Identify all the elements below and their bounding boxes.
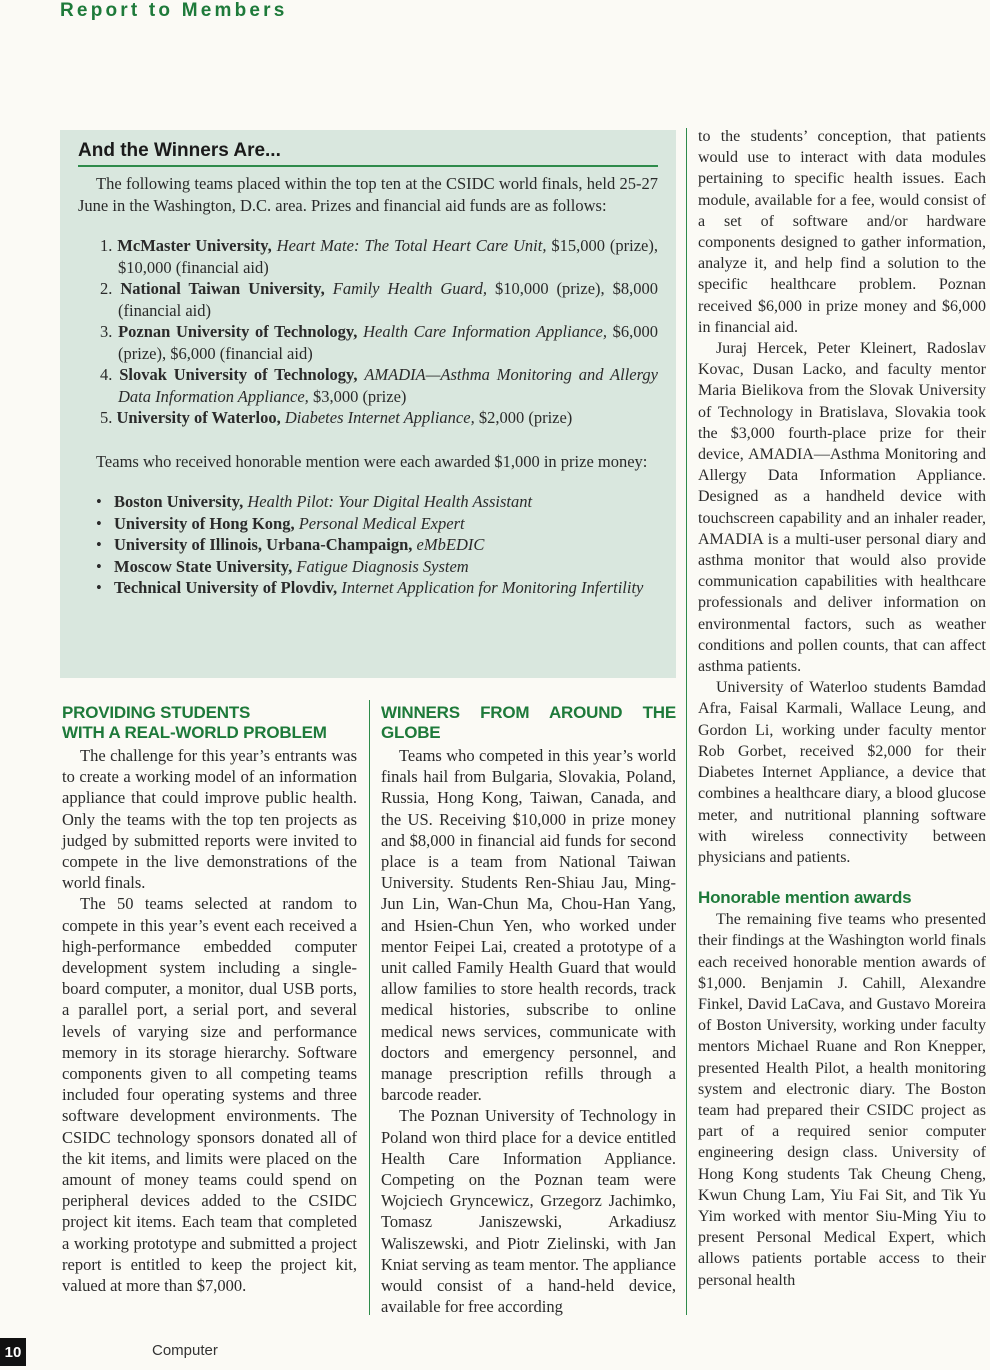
winner-item: 4. Slovak University of Technology, AMADIA—Asthma Monitoring and Allergy Data Information Appliance, $3,000 (prize) <box>100 365 659 406</box>
winners-list <box>78 235 658 429</box>
body-paragraph: The 50 teams selected at random to compete in this year’s event each received a high-performance embedded computer development system including a single-board computer, a monitor, dual USB ports, a parallel port, a serial port, and several levels of varying size and performance memory in its storage hierarchy. Software components given to all competing teams included four operating systems and three software development environments. The CSIDC technology sponsors donated all of the kit items, and limits were placed on the amount of money teams could spend on peripheral devices added to the CSIDC project kit items. Each team that completed a working prototype and submitted a project report is entitled to keep the project kit, valued at more than $7,000. <box>62 894 357 1296</box>
sidebar-intro: The following teams placed within the top ten at the CSIDC world finals, held 25-27 June in the Washington, D.C. area. Prizes and financial aid funds are as follows: <box>78 174 658 215</box>
winners-sidebar <box>60 130 676 678</box>
sidebar-title: And the Winners Are... <box>78 140 658 167</box>
winner-item: 5. University of Waterloo, Diabetes Internet Appliance, $2,000 (prize) <box>100 408 573 427</box>
magazine-name: Computer <box>152 1342 218 1359</box>
winner-item: 2. National Taiwan University, Family Health Guard, $10,000 (prize), $8,000 (financial aid) <box>100 279 658 320</box>
column-3 <box>698 126 986 1291</box>
body-paragraph: to the students’ conception, that patients would use to interact with data modules pertaining to specific health issues. Each module, available for a fee, would consist of a set of software and/or hardware components designed to gather information, analyze it, and help find a solution to the specific healthcare problem. Poznan received $6,000 in prize money and $6,000 in financial aid. <box>698 128 986 336</box>
body-paragraph: The challenge for this year’s entrants was to create a working model of an information appliance that could improve public health. Only the teams with the top ten projects as judged by submitted reports were invited to compete in the live demonstrations of the world finals. <box>62 746 357 893</box>
honorable-item: • Boston University, Health Pilot: Your Digital Health Assistant <box>78 491 658 513</box>
honorable-intro: Teams who received honorable mention were each awarded $1,000 in prize money: <box>96 451 648 471</box>
section-heading: Honorable mention awards <box>698 888 912 908</box>
body-paragraph: The Poznan University of Technology in Poland won third place for a device entitled Health Care Information Appliance. Competing on the Poznan team were Wojciech Gryncewicz, Grzegorz Jachimko, Tomasz Janiszewski, Arkadiusz Waliszewski, and Piotr Zielinski, with Jan Kniat serving as team mentor. The appliance would consist of a hand-held device, available for free according <box>381 1106 676 1317</box>
honorable-item: • Moscow State University, Fatigue Diagnosis System <box>78 556 658 578</box>
body-paragraph: Juraj Hercek, Peter Kleinert, Radoslav Kovac, Dusan Lacko, and faculty mentor Maria Bielikova from the Slovak University of Technology in Bratislava, Slovakia took the $3,000 fourth-place prize for their device, AMADIA—Asthma Monitoring and Allergy Data Information Appliance. Designed as a handheld device with touchscreen capability and an inhaler reader, AMADIA is a multi-user personal diary and asthma monitor that would also provide communication capabilities with healthcare professionals and deliver information on environmental factors, such as weather conditions and pollen counts, that can affect asthma patients. <box>698 340 986 676</box>
column-divider <box>686 128 687 1315</box>
honorable-item: • Technical University of Plovdiv, Internet Application for Monitoring Infertility <box>78 577 658 599</box>
column-divider <box>369 700 370 1315</box>
column-2 <box>381 703 676 1317</box>
section-heading: PROVIDING STUDENTS <box>62 703 251 722</box>
winner-item: 3. Poznan University of Technology, Health Care Information Appliance, $6,000 (prize), $6,000 (financial aid) <box>100 322 659 363</box>
honorable-item: • University of Hong Kong, Personal Medical Expert <box>78 513 658 535</box>
section-heading: WITH A REAL-WORLD PROBLEM <box>62 723 327 742</box>
page-number: 10 <box>0 1338 26 1366</box>
section-heading: WINNERS FROM AROUND THE GLOBE <box>381 703 676 742</box>
body-paragraph: The remaining five teams who presented their findings at the Washington world finals each received honorable mention awards of $1,000. Benjamin J. Cahill, Alexandre Finkel, David LaCava, and Gustavo Moreira of Boston University, working under faculty mentors Michael Ruane and Ron Knepper, presented Health Pilot, a health monitoring system and electronic diary. The Boston team had prepared their CSIDC project as part of a required senior computer engineering design class. University of Hong Kong students Tak Cheung Cheng, Kwun Chung Lam, Yiu Fai Sit, and Tik Yu Yim worked with mentor Siu-Ming Yiu to present Personal Medical Expert, which allows patients portable access to their personal health <box>698 911 986 1289</box>
winner-item: 1. McMaster University, Heart Mate: The Total Heart Care Unit, $15,000 (prize), $10,000 (financial aid) <box>100 236 659 277</box>
column-1 <box>62 703 357 1296</box>
honorable-list <box>78 491 658 599</box>
body-paragraph: Teams who competed in this year’s world finals hail from Bulgaria, Slovakia, Poland, Russia, Hong Kong, Taiwan, Canada, and the US. Receiving $10,000 in prize money and $8,000 in financial aid funds for second place is a team from National Taiwan University. Students Ren-Shiau Jau, Ming-Jun Lin, Wan-Chun Ma, Chou-Han Yang, and Hsien-Chun Yen, who worked under mentor Feipei Lai, created a prototype of a unit called Family Health Guard that would allow families to store health records, track medical histories, subscribe to online medical news services, communicate with doctors and emergency personnel, and manage prescription refills through a barcode reader. <box>381 746 676 1105</box>
honorable-item: • University of Illinois, Urbana-Champaign, eMbEDIC <box>78 534 658 556</box>
body-paragraph: University of Waterloo students Bamdad Afra, Faisal Karmali, Wallace Leung, and Gordon Li, working under faculty mentor Rob Gorbet, received $2,000 for their Diabetes Internet Appliance, a device that combines a healthcare diary, a blood glucose meter, and nutritional planning software with wireless connectivity between physicians and patients. <box>698 679 986 866</box>
section-header: Report to Members <box>60 0 288 21</box>
